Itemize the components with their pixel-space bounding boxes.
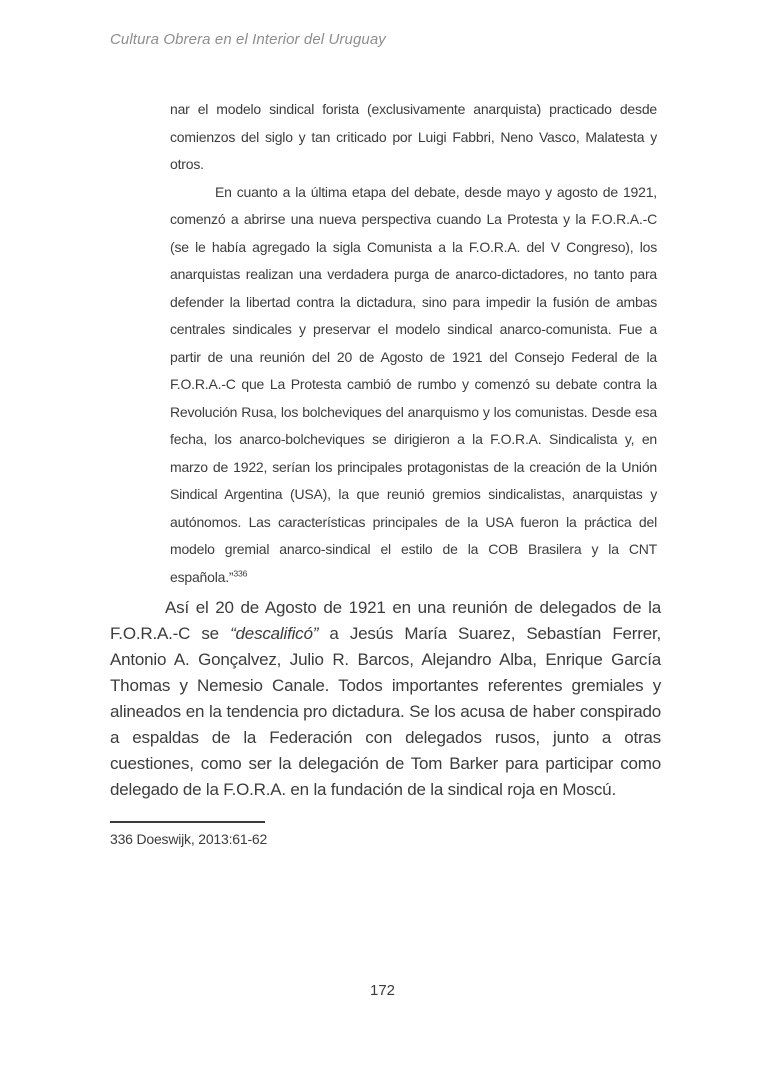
quote-paragraph: En cuanto a la última etapa del debate, desde mayo y agosto de 1921, comenzó a abrirse una nueva perspectiva cuando La Protesta y la F.O.R.A.-C (se le había agregado la sigla Comunista a la F.O.R.A. del V Congreso), los anarquistas realizan una verdadera purga de anarco-dictadores, no tanto para defender la libertad contra la dictadura, sino para impedir la fusión de ambas centrales sindicales y preservar el modelo sindical anarco-comunista. Fue a partir de una reunión del 20 de Agosto de 1921 del Consejo Federal de la F.O.R.A.-C que La Protesta cambió de rumbo y comenzó su debate contra la Revolución Rusa, los bolcheviques del anarquismo y los comunistas. Desde esa fecha, los anarco-bolcheviques se dirigieron a la F.O.R.A. Sindicalista y, en marzo de 1922, serían los principales protagonistas de la creación de la Unión Sindical Argentina (USA), la que reunió gremios sindicalistas, anarquistas y autónomos. Las características principales de la USA fueron la práctica del modelo gremial anarco-sindical el estilo de la COB Brasilera y la CNT española.”$^{336}$: [170, 183, 657, 585]
page-number: 172: [369, 982, 396, 999]
running-header: Cultura Obrera en el Interior del Uruguay: [110, 31, 386, 48]
block-quote: [170, 96, 657, 591]
quote-paragraph: nar el modelo sindical forista (exclusivamente anarquista) practicado desde comienzos del siglo y tan criticado por Luigi Fabbri, Neno Vasco, Malatesta y otros.: [170, 101, 657, 172]
footnote-separator: [110, 821, 265, 823]
footnote-text: 336 Doeswijk, 2013:61-62: [110, 831, 268, 847]
body-text: [110, 595, 661, 803]
footnote-area: [110, 821, 765, 848]
body-paragraph: Así el 20 de Agosto de 1921 en una reunión de delegados de la F.O.R.A.-C se “descalificó” a Jesús María Suarez, Sebastían Ferrer, Antonio A. Gonçalvez, Julio R. Barcos, Alejandro Alba, Enrique García Thomas y Nemesio Canale. Todos importantes referentes gremiales y alineados en la tendencia pro dictadura. Se los acusa de haber conspirado a espaldas de la Federación con delegados rusos, junto a otras cuestiones, como ser la delegación de Tom Barker para participar como delegado de la F.O.R.A. en la fundación de la sindical roja en Moscú.: [110, 598, 661, 799]
